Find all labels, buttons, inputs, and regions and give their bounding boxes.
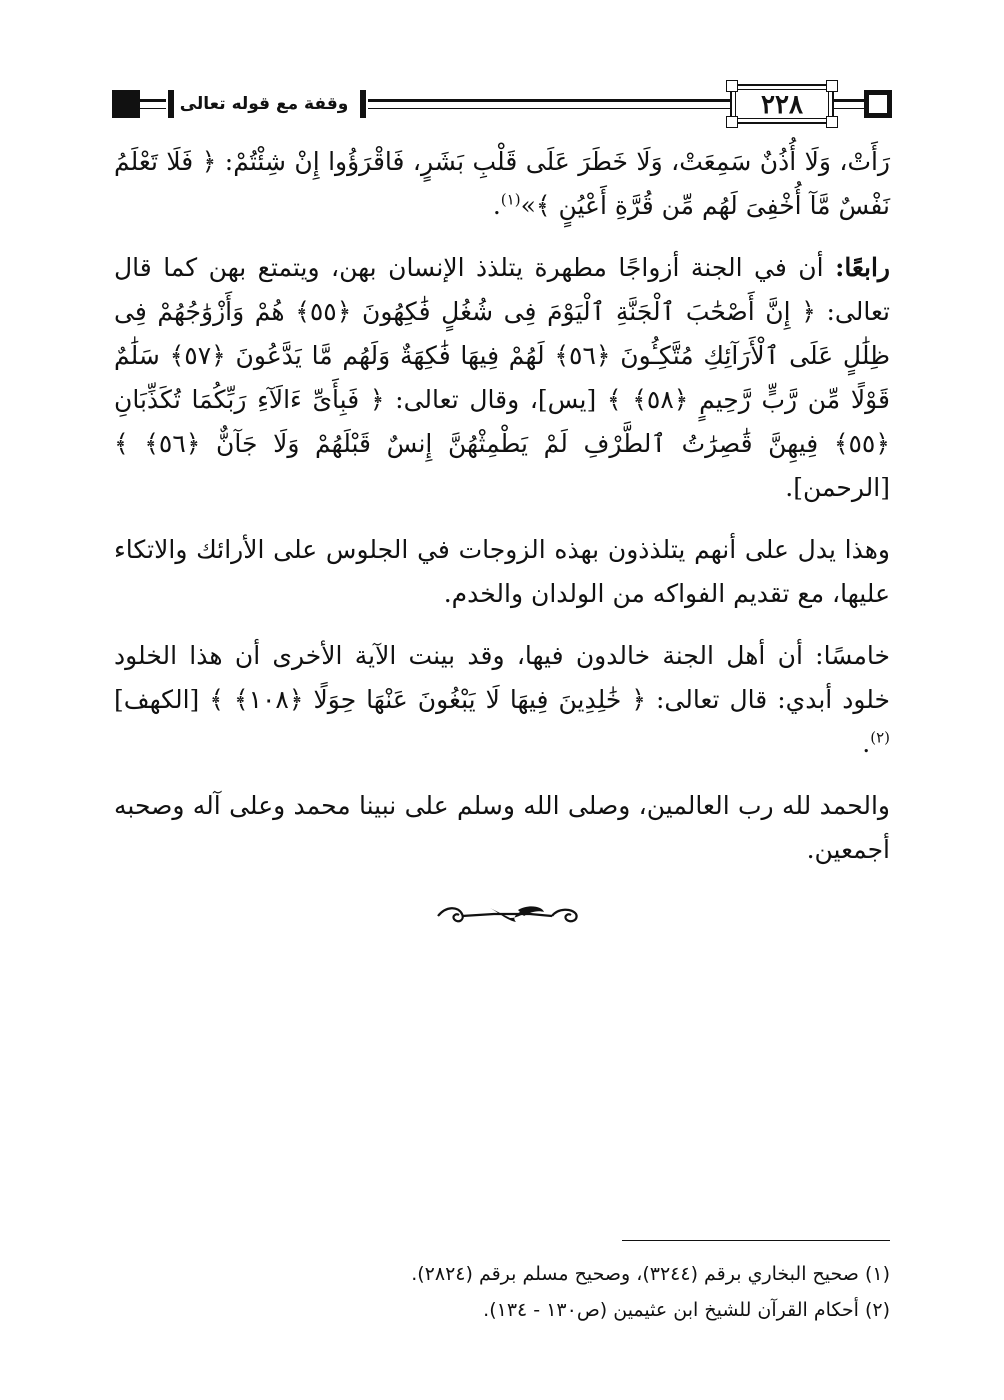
- footnote-1: (١) صحيح البخاري برقم (٣٢٤٤)، وصحيح مسلم برقم (٢٨٢٤).: [411, 1263, 890, 1285]
- header-square-filled: [112, 90, 140, 118]
- paragraph-5: [114, 784, 890, 872]
- footnote-ref: (٢): [870, 728, 890, 747]
- header-rule-right: [834, 99, 864, 109]
- page-number: ٢٢٨: [761, 90, 803, 120]
- end-ornament-icon: [432, 900, 582, 930]
- footnote-2: (٢) أحكام القرآن للشيخ ابن عثيمين (ص١٣٠ - ١٣٤).: [483, 1299, 890, 1321]
- page-header: [112, 84, 892, 124]
- running-title: وقفة مع قوله تعالى: [174, 86, 354, 122]
- header-rule-left: [140, 99, 166, 109]
- header-tick-right: [360, 90, 366, 118]
- footnotes: [200, 1256, 890, 1328]
- page-number-frame: [730, 84, 834, 124]
- paragraph-2: [114, 246, 890, 510]
- paragraph-text: وهذا يدل على أنهم يتلذذون بهذه الزوجات في الجلوس على الأرائك والاتكاء عليها، مع تقديم الفواكه من الولدان والخدم.: [114, 535, 890, 608]
- paragraph-text: رَأَتْ، وَلَا أُذُنٌ سَمِعَتْ، وَلَا خَطَرَ عَلَى قَلْبِ بَشَرٍ، فَاقْرَؤُوا إِنْ شِئْتُمْ: ﴿ فَلَا تَعْلَمُ نَفْسٌ مَّآ أُخْفِىَ لَهُم مِّن قُرَّةِ أَعْيُنٍ ﴾»: [114, 147, 890, 220]
- paragraph-text: أن في الجنة أزواجًا مطهرة يتلذذ الإنسان بهن، ويتمتع بهن كما قال تعالى: ﴿ إِنَّ أَصْحَٰبَ ٱلْجَنَّةِ ٱلْيَوْمَ فِى شُغُلٍ فَٰكِهُونَ ﴿٥٥﴾ هُمْ وَأَزْوَٰجُهُمْ فِى ظِلَٰلٍ عَلَى ٱلْأَرَآئِكِ مُتَّكِـُٔونَ ﴿٥٦﴾ لَهُمْ فِيهَا فَٰكِهَةٌ وَلَهُم مَّا يَدَّعُونَ ﴿٥٧﴾ سَلَٰمٌ قَوْلًا مِّن رَّبٍّ رَّحِيمٍ ﴿٥٨﴾ ﴾ [يس]، وقال تعالى: ﴿ فَبِأَىِّ ءَالَآءِ رَبِّكُمَا تُكَذِّبَانِ ﴿٥٥﴾ فِيهِنَّ قَٰصِرَٰتُ ٱلطَّرْفِ لَمْ يَطْمِثْهُنَّ إِنسٌ قَبْلَهُمْ وَلَا جَآنٌّ ﴿٥٦﴾ ﴾ [الرحمن].: [114, 253, 891, 502]
- paragraph-tail: .: [492, 191, 501, 220]
- header-square-outline: [864, 90, 892, 118]
- header-rule-middle: [368, 99, 730, 109]
- paragraph-lead: رابعًا:: [835, 253, 890, 282]
- paragraph-4: [114, 634, 890, 766]
- paragraph-text: والحمد لله رب العالمين، وصلى الله وسلم على نبينا محمد وعلى آله وصحبه أجمعين.: [114, 791, 890, 864]
- paragraph-3: [114, 528, 890, 616]
- paragraph-tail: .: [862, 729, 871, 758]
- body-text: [114, 140, 890, 890]
- paragraph-text: خامسًا: أن أهل الجنة خالدون فيها، وقد بينت الآية الأخرى أن هذا الخلود خلود أبدي: قال تعالى: ﴿ خَٰلِدِينَ فِيهَا لَا يَبْغُونَ عَنْهَا حِوَلًا ﴿١٠٨﴾ ﴾ [الكهف]: [114, 641, 890, 714]
- paragraph-1: [114, 140, 890, 228]
- footnote-separator: [622, 1240, 890, 1241]
- footnote-ref: (١): [500, 190, 521, 209]
